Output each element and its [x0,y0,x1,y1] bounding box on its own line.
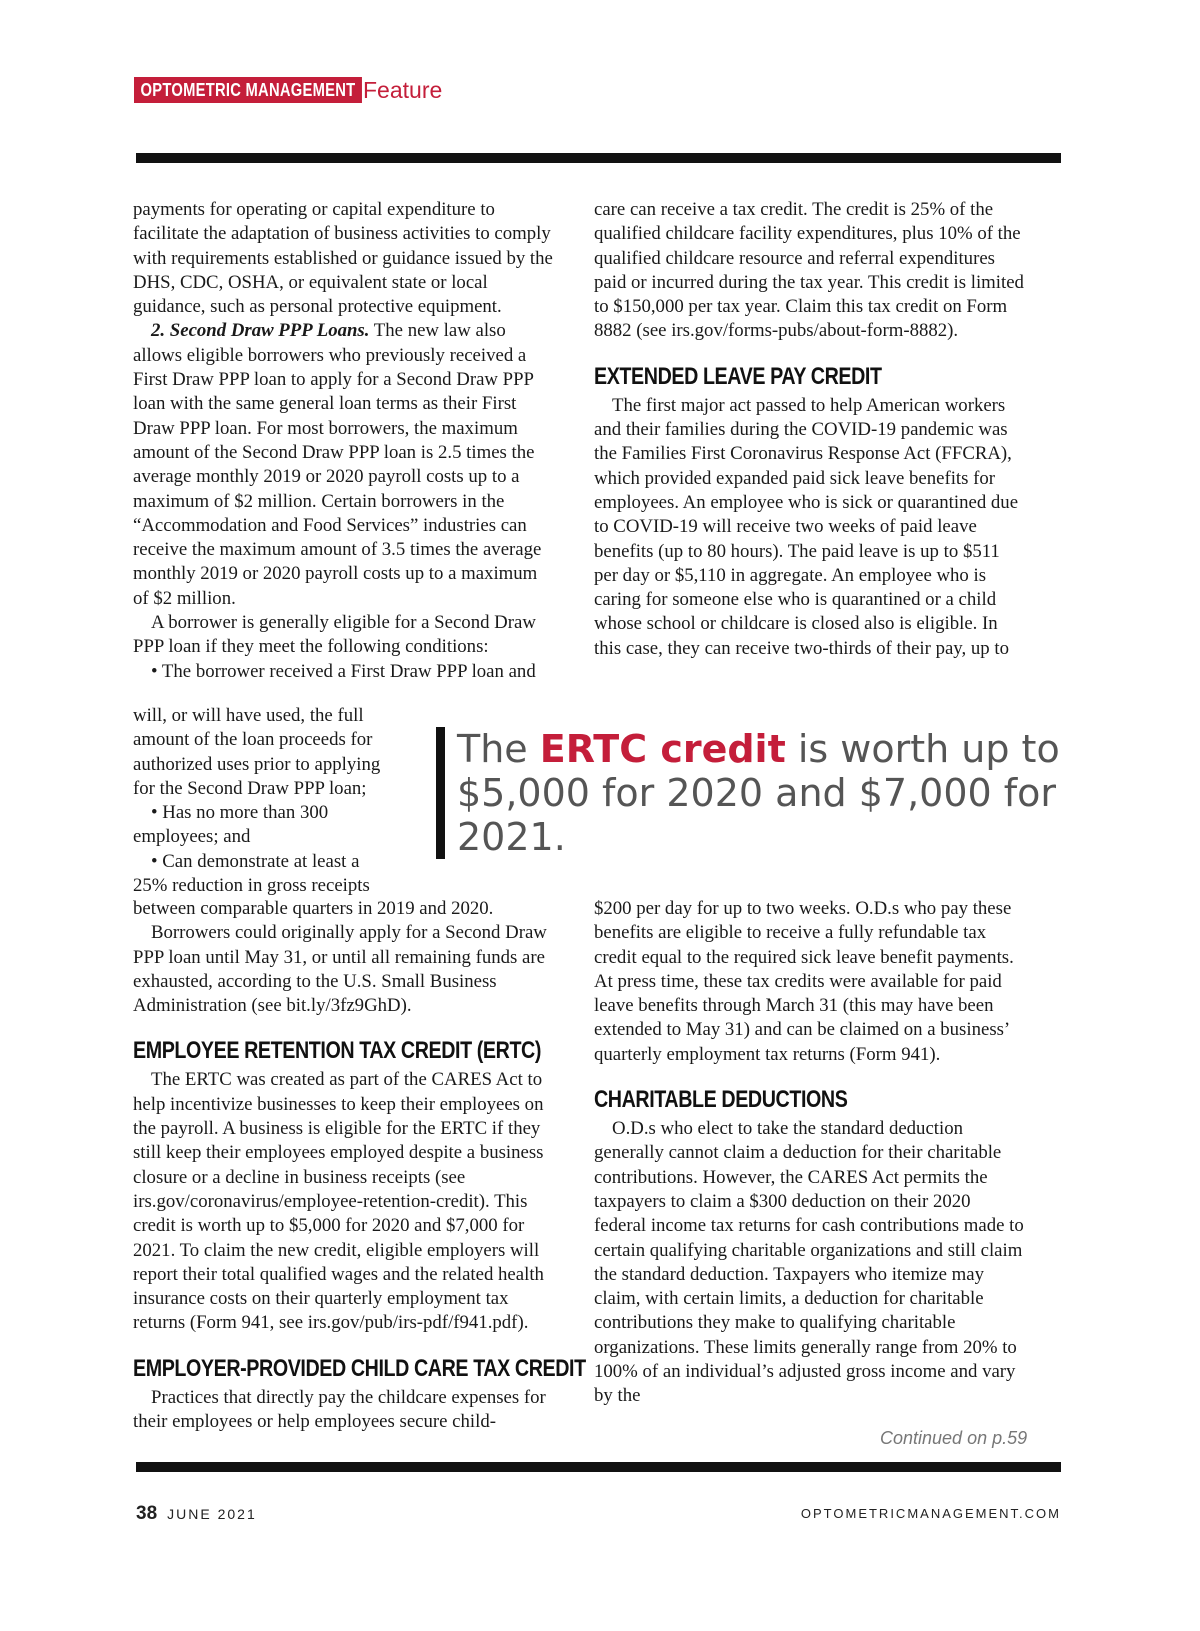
left-column-narrow [133,704,395,898]
paragraph: Practices that directly pay the childcare expenses for their employees or help employees secure child- [133,1386,546,1433]
continued-note: Continued on p.59 [880,1428,1028,1448]
section-heading: CHARITABLE DEDUCTIONS [594,1086,848,1114]
paragraph: The ERTC was created as part of the CARES Act to help incentivize businesses to keep their employees on the payroll. A business is eligible for the ERTC if they still keep their employees employed despite a business closure or a decline in business receipts (see irs.gov/coronavirus/employee-retention-credit). This credit is worth up to $5,000 for 2020 and $7,000 for 2021. To claim the new credit, eligible employers will report their total qualified wages and the related health insurance costs on their quarterly employment tax returns (Form 941, see irs.gov/pub/irs-pdf/f941.pdf). [133,1069,544,1334]
section-heading: EMPLOYER-PROVIDED CHILD CARE TAX CREDIT [133,1354,586,1382]
bullet-item: • The borrower received a First Draw PPP loan and [151,660,536,682]
left-column-bottom [133,897,586,1434]
paragraph: 2. Second Draw PPP Loans. The new law also allows eligible borrowers who previously received a First Draw PPP loan to apply for a Second Draw PPP loan with the same general loan terms as their First Draw PPP loan. For most borrowers, the maximum amount of the Second Draw PPP loan is 2.5 times the average monthly 2019 or 2020 payroll costs up to a maximum of $2 million. Certain borrowers in the “Accommodation and Food Services” industries can receive the maximum amount of 3.5 times the average monthly 2019 or 2020 payroll costs up to a maximum of $2 million. [133,320,542,609]
pull-quote-highlight: ERTC credit [539,727,786,771]
bullet-item: • Can demonstrate at least a 25% reduction in gross receipts [133,850,370,897]
section-heading: EMPLOYEE RETENTION TAX CREDIT (ERTC) [133,1037,542,1065]
pull-quote: The ERTC credit is worth up to $5,000 for 2020 and $7,000 for 2021. [436,727,1097,859]
section-label: Feature [363,77,443,103]
publication-tag: OPTOMETRIC MANAGEMENT [134,77,362,103]
left-column-top [133,198,557,684]
paragraph: O.D.s who elect to take the standard deduction generally cannot claim a deduction for their charitable contributions. However, the CARES Act permits the taxpayers to claim a $300 deduction on their 2020 federal income tax returns for cash contributions made to certain qualifying charitable organizations and still claim the standard deduction. Taxpayers who itemize may claim, with certain limits, a deduction for charitable contributions they make to qualifying charitable organizations. These limits generally range from 20% to 100% of an individual’s adjusted gross income and vary by the [594,1118,1024,1407]
running-header [134,77,443,103]
paragraph: $200 per day for up to two weeks. O.D.s who pay these benefits are eligible to receive a fully refundable tax credit equal to the required sick leave benefit payments. At press time, these tax credits were available for paid leave benefits through March 31 (this may have been extended to May 31) and can be claimed on a business’ quarterly employment tax returns (Form 941). [594,898,1014,1065]
right-column-top [594,198,1024,661]
footer-left [136,1503,257,1525]
paragraph: care can receive a tax credit. The credit is 25% of the qualified childcare facility expenditures, plus 10% of the qualified childcare resource and referral expenditures paid or incurred during the tax year. This credit is limited to $150,000 per tax year. Claim this tax credit on Form 8882 (see irs.gov/forms-pubs/about-form-8882). [594,199,1024,342]
run-in-head: 2. Second Draw PPP Loans. [151,320,370,342]
right-column-bottom [594,897,1024,1409]
footer-site: OPTOMETRICMANAGEMENT.COM [800,1506,1061,1521]
section-heading: EXTENDED LEAVE PAY CREDIT [594,362,882,390]
issue-date: JUNE 2021 [167,1506,257,1522]
top-rule [136,153,1061,163]
paragraph: The first major act passed to help American workers and their families during the COVID-19 pandemic was the Families First Coronavirus Response Act (FFCRA), which provided expanded paid sick leave benefits for employees. An employee who is sick or quarantined due to COVID-19 will receive two weeks of paid leave benefits (up to 80 hours). The paid leave is up to $511 per day or $5,110 in aggregate. An employee who is caring for someone else who is quarantined or a child whose school or childcare is closed also is eligible. In this case, they can receive two-thirds of their pay, up to [594,394,1019,659]
bullet-continuation: between comparable quarters in 2019 and 2020. [133,898,494,919]
page-number: 38 [136,1503,158,1524]
bottom-rule [136,1462,1061,1472]
bullet-continuation: will, or will have used, the full amount of the loan proceeds for authorized uses prior to applying for the Second Draw PPP loan; [133,705,381,799]
bullet-item: • Has no more than 300 employees; and [133,802,329,848]
paragraph: payments for operating or capital expenditure to facilitate the adaptation of business activities to comply with requirements established or guidance issued by the DHS, CDC, OSHA, or equivalent state or local guidance, such as personal protective equipment. [133,199,553,318]
paragraph: A borrower is generally eligible for a Second Draw PPP loan if they meet the following conditions: [133,612,536,658]
paragraph: Borrowers could originally apply for a Second Draw PPP loan until May 31, or until all remaining funds are exhausted, according to the U.S. Small Business Administration (see bit.ly/3fz9GhD). [133,922,547,1017]
